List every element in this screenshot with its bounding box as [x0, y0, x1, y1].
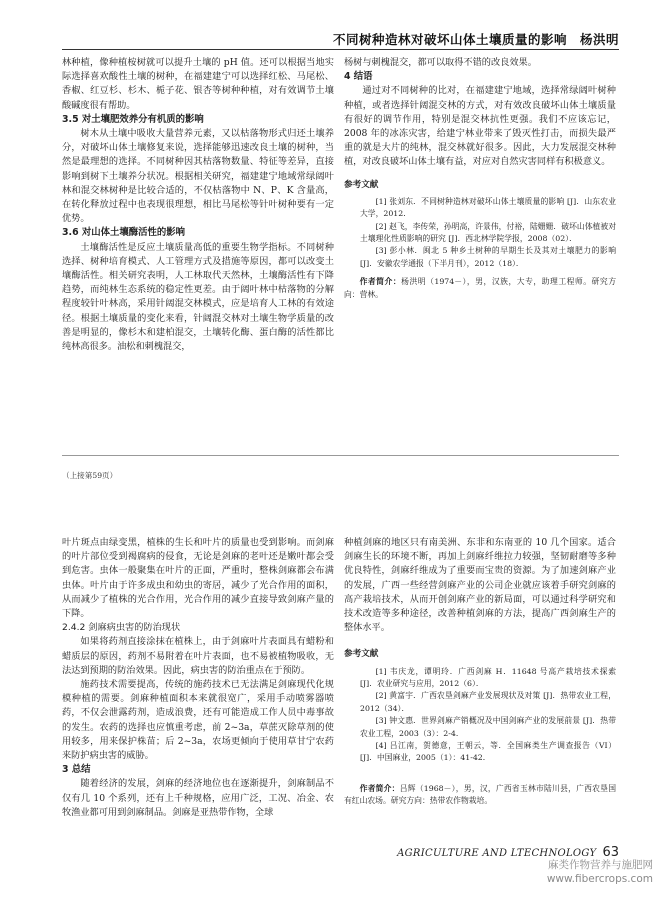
- paragraph: 通过对不同树种的比对，在福建建宁地域，选择常绿阔叶树种种植，或者选择针阔混交林的方式，对有效改良破坏山体土壤质量有很好的调节作用，特别是混交林抗性更强。我们不应该忘记，2008 年的冰冻灾害，给建宁林业带来了毁灭性打击，而损失最严重的就是大片的纯林，混交林就好很多。因此，大力发展混交林种植，对改良破坏山体土壤有益，对应对自然灾害同样有积极意义。: [344, 85, 616, 168]
- reference-item: [3] 彭小林．闽北 5 种乡土树种的早期生长及其对土壤肥力的影响 [J]．安徽农学通报（下半月刊），2012（18）．: [360, 246, 616, 268]
- paragraph: 杨树与刺槐混交，都可以取得不错的改良效果。: [344, 57, 537, 68]
- author-bio-text: 杨洪明（1974－），男，汉族，大专，助理工程师。研究方向：营林。: [344, 277, 616, 299]
- reference-item: [2] 赵飞，李传荣，孙明高，许景伟，付裕，陆姗姗．破坏山体植被对土壤理化性质影响的研究 [J]．西北林学院学报，2008（02）．: [360, 221, 616, 244]
- article-separator: [62, 455, 619, 456]
- paragraph: 土壤酶活性是反应土壤质量高低的重要生物学指标。不同树种选择、树种培育模式、人工管理方式及措施等原因，都可以改变土壤酶活性。相关研究表明，人工林取代天然林，土壤酶活性有下降趋势，而纯林生态系统的稳定性更差。由于阔叶林中枯落物的分解程度较针叶林高，采用针阔混交林模式，应是培育人工林的有效途径。根据土壤质量的变化来看，针阔混交林对土壤生物学质量的改善是明显的，像杉木和建柏混交，土壤转化酶、蛋白酶的活性都比纯林高很多。油松和刺槐混交，: [62, 241, 334, 353]
- paragraph: 叶片斑点由绿变黑，植株的生长和叶片的质量也受到影响。而剑麻的叶片部位受到褐腐病的侵食，无论是剑麻的老叶还是嫩叶都会受到危害。虫体一般聚集在叶片的正面，严重时，整株剑麻都会布满虫体。叶片由于许多成虫和幼虫的寄居，减少了光合作用的面积，从而减少了植株的光合作用，光合作用的减少直接导致剑麻产量的下降。: [62, 537, 334, 620]
- watermark-url: www.fibercrops.com: [546, 873, 653, 885]
- top-right-column: [344, 56, 616, 301]
- reference-item: [1] 张刘东．不同树种造林对破坏山体土壤质量的影响 [J]．山东农业大学，2012．: [360, 196, 616, 219]
- watermark-title: 麻类作物营养与施肥网: [548, 859, 653, 871]
- bottom-right-column: [344, 536, 616, 808]
- header-rule: [62, 49, 619, 50]
- page-header: [0, 0, 667, 50]
- references-title: 参考文献: [344, 179, 379, 190]
- reference-item: [2] 黄富宇．广西农垦剑麻产业发展现状及对策 [J]．热带农业工程，2012（34）．: [360, 691, 616, 713]
- paragraph: 如果将药剂直接涂抹在植株上，由于剑麻叶片表面具有蜡粉和蜡质层的原因，药剂不易附着在叶片表面，也不易被植物吸收，无法达到预期的防治效果。因此，病虫害的防治重点在于预防。: [62, 636, 334, 676]
- bottom-left-column: [62, 536, 334, 820]
- paragraph: 林种植，像种植桉树就可以提升土壤的 pH 值。还可以根据当地实际选择喜欢酸性土壤的树种，在福建建宁可以选择红松、马尾松、香椒、红豆杉、杉木、栀子花、银杏等树种种植，对有效调节土壤酸碱度很有帮助。: [62, 57, 334, 111]
- continued-note: （上接第59页）: [62, 471, 118, 480]
- running-title: 不同树种造林对破坏山体土壤质量的影响 杨洪明: [332, 32, 619, 47]
- section-heading-3-5: 3.5 对土壤肥效养分有机质的影响: [62, 113, 204, 125]
- author-bio-label: 作者简介：: [359, 783, 400, 793]
- author-bio-text: 吕辉（1968－），男，汉，广西省玉林市陆川县，广西农垦国有红山农场。研究方向：热带农作物栽培。: [344, 783, 616, 806]
- section-heading-3-6: 3.6 对山体土壤酶活性的影响: [62, 227, 185, 239]
- watermark: [547, 858, 653, 886]
- page-number: 63: [602, 845, 619, 860]
- references-title: 参考文献: [344, 649, 379, 660]
- section-heading-2-4-2: 2.4.2 剑麻病虫害的防治现状: [62, 622, 181, 634]
- reference-item: [1] 韦庆龙，谭明玲．广西剑麻 H．11648 号高产栽培技术探索 [J]．农业研究与应用，2012（6）．: [360, 666, 616, 689]
- paragraph: 树木从土壤中吸收大量营养元素，又以枯落物形式归还土壤养分，对破坏山体土壤修复来说，选择能够迅速改良土壤的树种，当然是最理想的选择。不同树种因其枯落物数量、特征等差异，直接影响到树下土壤养分状况。根据相关研究，福建建宁地域常绿阔叶林和混交林树种是比较合适的，不仅枯落物中 N、P、K 含量高，在转化释放过程中也表现很理想，相比马尾松等针叶树种要有一定优势。: [62, 128, 334, 225]
- paragraph: 种植剑麻的地区只有南美洲、东非和东南亚的 10 几个国家。适合剑麻生长的环境不断，再加上剑麻纤维拉力较强，坚韧耐磨等多种优良特性，剑麻纤维成为了重要而宝贵的资源。为了加速剑麻产业的发展，广西一些经营剑麻产业的公司企业就应该着手研究剑麻的高产栽培技术，从而开创剑麻产业的新局面，可以通过科学研究和技术改造等多种途径，改善种植剑麻的方法，提高广西剑麻生产的整体水平。: [344, 537, 616, 634]
- paragraph: 随着经济的发展，剑麻的经济地位也在逐渐提升，剑麻制品不仅有几 10 个系列，还有上千种规格，应用广泛，工况、冶金、农牧渔业都可用到剑麻制品。剑麻是亚热带作物，全球: [62, 778, 334, 818]
- author-bio-label: 作者简介：: [359, 277, 402, 287]
- author-bio: [344, 276, 616, 301]
- paragraph: 施药技术需要提高，传统的施药技术已无法满足剑麻现代化规模种植的需要。剑麻种植面积本来就很宽广，采用手动喷雾器喷药，不仅会泄露药剂，造成浪费，还有可能造成工作人员中毒事故的发生。农药的选择也应慎重考虑，前 2~3a，草蔗灭除草剂的使用较多，用来保护株苗；后 2~3a，农场更倾向于使用草甘宁农药来防护病虫害的威胁。: [62, 679, 334, 762]
- journal-name: AGRICULTURE AND LTECHNOLOGY: [397, 848, 597, 859]
- section-heading-3: 3 总结: [62, 764, 91, 776]
- top-left-column: [62, 56, 334, 354]
- section-heading-4: 4 结语: [344, 71, 373, 83]
- reference-item: [4] 吕江南，贺德意，王朝云，等．全国麻类生产调查报告（VI）[J]．中国麻业，2005（1）：41-42．: [360, 741, 616, 763]
- reference-item: [3] 钟文惠．世界剑麻产销概况及中国剑麻产业的发展前景 [J]．热带农业工程，2003（3）：2-4．: [360, 716, 616, 738]
- author-bio: [344, 783, 616, 808]
